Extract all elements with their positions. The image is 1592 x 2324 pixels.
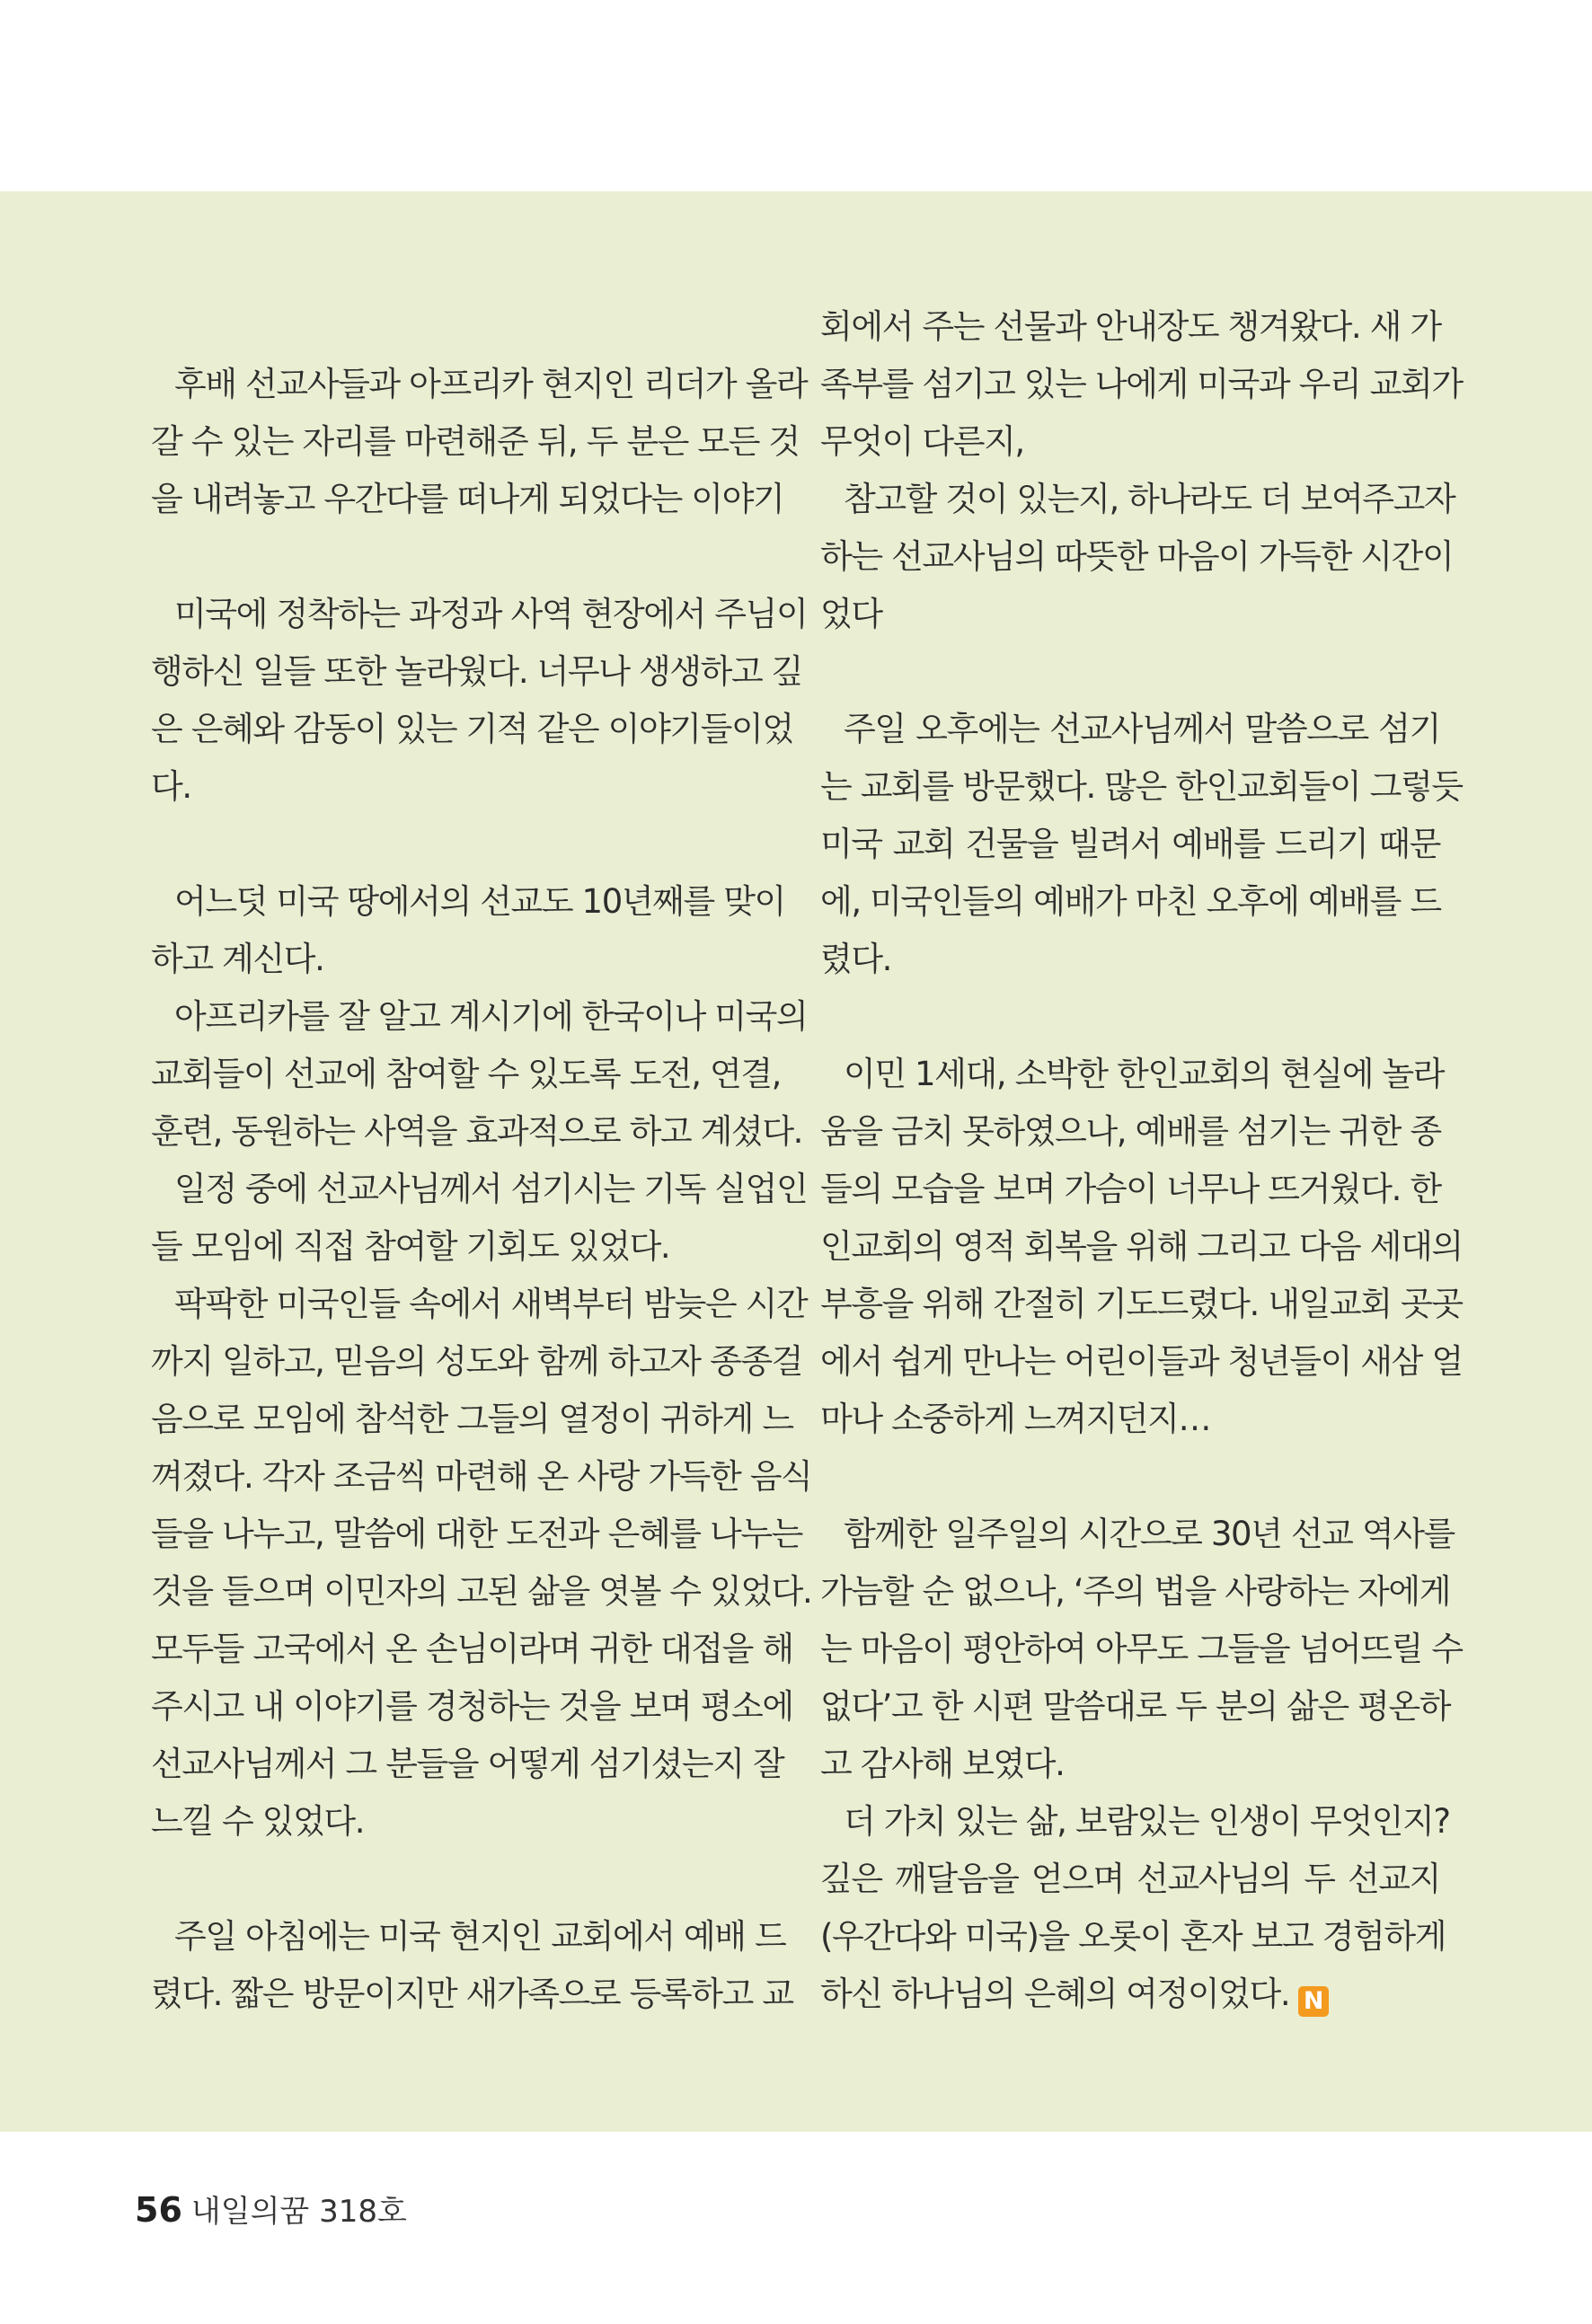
text-line: 미국 교회 건물을 빌려서 예배를 드리기 때문: [820, 825, 1440, 863]
text-line: 족부를 섬기고 있는 나에게 미국과 우리 교회가: [820, 365, 1463, 403]
text-line: 들의 모습을 보며 가슴이 너무나 뜨거웠다. 한: [820, 1170, 1441, 1208]
text-line: 교회들이 선교에 참여할 수 있도록 도전, 연결,: [151, 1055, 782, 1093]
text-line: 주일 오후에는 선교사님께서 말씀으로 섬기: [844, 710, 1440, 748]
text-line: 껴졌다. 각자 조금씩 마련해 온 사랑 가득한 음식: [151, 1457, 812, 1496]
text-line: 는 마음이 평안하여 아무도 그들을 넘어뜨릴 수: [820, 1630, 1463, 1668]
text-line: 은 은혜와 감동이 있는 기적 같은 이야기들이었: [151, 710, 793, 748]
text-line: 후배 선교사들과 아프리카 현지인 리더가 올라: [174, 365, 808, 403]
text-line: 인교회의 영적 회복을 위해 그리고 다음 세대의: [820, 1227, 1463, 1266]
page-number: 56: [135, 2190, 182, 2230]
text-line: 어느덧 미국 땅에서의 선교도 10년째를 맞이: [174, 882, 785, 921]
text-line: 하는 선교사님의 따뜻한 마음이 가득한 시간이: [820, 537, 1454, 576]
text-line: 주일 아침에는 미국 현지인 교회에서 예배 드: [174, 1917, 786, 1956]
text-line: 들 모임에 직접 참여할 기회도 있었다.: [151, 1227, 670, 1266]
text-line: 부흥을 위해 간절히 기도드렸다. 내일교회 곳곳: [820, 1285, 1463, 1323]
text-line: 렸다.: [820, 940, 892, 978]
text-line: 에서 쉽게 만나는 어린이들과 청년들이 새삼 얼: [820, 1342, 1463, 1381]
text-line: 이민 1세대, 소박한 한인교회의 현실에 놀라: [844, 1055, 1445, 1093]
text-line: 무엇이 다른지,: [820, 422, 1024, 461]
article-panel: [0, 191, 1592, 2132]
text-line: 들을 나누고, 말씀에 대한 도전과 은혜를 나누는: [151, 1515, 803, 1553]
text-line: 느낄 수 있었다.: [151, 1802, 365, 1841]
text-line: 아프리카를 잘 알고 계시기에 한국이나 미국의: [174, 997, 808, 1036]
text-line: 다.: [151, 767, 191, 806]
page-footer: [135, 2185, 407, 2235]
text-line: 선교사님께서 그 분들을 어떻게 섬기셨는지 잘: [151, 1745, 784, 1783]
text-line: 고 감사해 보였다.: [820, 1745, 1065, 1783]
text-line: 가늠할 순 없으나, ‘주의 법을 사랑하는 자에게: [820, 1572, 1451, 1611]
text-line: 주시고 내 이야기를 경청하는 것을 보며 평소에: [151, 1687, 793, 1726]
text-line: 일정 중에 선교사님께서 섬기시는 기독 실업인: [174, 1170, 808, 1208]
text-line: 에, 미국인들의 예배가 마친 오후에 예배를 드: [820, 882, 1441, 921]
text-line: 모두들 고국에서 온 손님이라며 귀한 대접을 해: [151, 1630, 793, 1668]
text-line: 깊은 깨달음을 얻으며 선교사님의 두 선교지: [820, 1860, 1440, 1898]
text-line-last: [820, 1966, 1440, 2023]
text-line: 는 교회를 방문했다. 많은 한인교회들이 그렇듯: [820, 767, 1463, 806]
text-line: 없다’고 한 시편 말씀대로 두 분의 삶은 평온하: [820, 1687, 1451, 1726]
text-line: 미국에 정착하는 과정과 사역 현장에서 주님이: [174, 595, 808, 633]
text-line: 렸다. 짧은 방문이지만 새가족으로 등록하고 교: [151, 1975, 793, 2013]
text-line-last-content: 하신 하나님의 은혜의 여정이었다.: [820, 1975, 1290, 2013]
text-line: 더 가치 있는 삶, 보람있는 인생이 무엇인지?: [844, 1802, 1450, 1841]
text-line: 까지 일하고, 믿음의 성도와 함께 하고자 종종걸: [151, 1342, 803, 1381]
text-line: 훈련, 동원하는 사역을 효과적으로 하고 계셨다.: [151, 1112, 803, 1151]
text-line: 하고 계신다.: [151, 940, 324, 978]
text-line: 회에서 주는 선물과 안내장도 챙겨왔다. 새 가: [820, 307, 1441, 346]
text-line: 었다: [820, 595, 882, 633]
publication-title: 내일의꿈 318호: [190, 2194, 407, 2230]
text-line: (우간다와 미국)을 오롯이 혼자 보고 경험하게: [820, 1917, 1446, 1956]
end-mark-icon: N: [1298, 1986, 1329, 2017]
text-line: 참고할 것이 있는지, 하나라도 더 보여주고자: [844, 480, 1455, 518]
text-line: 함께한 일주일의 시간으로 30년 선교 역사를: [844, 1515, 1455, 1553]
text-line: 행하신 일들 또한 놀라웠다. 너무나 생생하고 깊: [151, 652, 803, 691]
text-line: 을 내려놓고 우간다를 떠나게 되었다는 이야기: [151, 480, 784, 518]
text-line: 마나 소중하게 느껴지던지…: [820, 1400, 1211, 1438]
text-line: 갈 수 있는 자리를 마련해준 뒤, 두 분은 모든 것: [151, 422, 800, 461]
text-line: 음으로 모임에 참석한 그들의 열정이 귀하게 느: [151, 1400, 793, 1438]
text-line: 움을 금치 못하였으나, 예배를 섬기는 귀한 종: [820, 1112, 1441, 1151]
text-line: 것을 들으며 이민자의 고된 삶을 엿볼 수 있었다.: [151, 1572, 812, 1611]
text-line: 팍팍한 미국인들 속에서 새벽부터 밤늦은 시간: [174, 1285, 808, 1323]
